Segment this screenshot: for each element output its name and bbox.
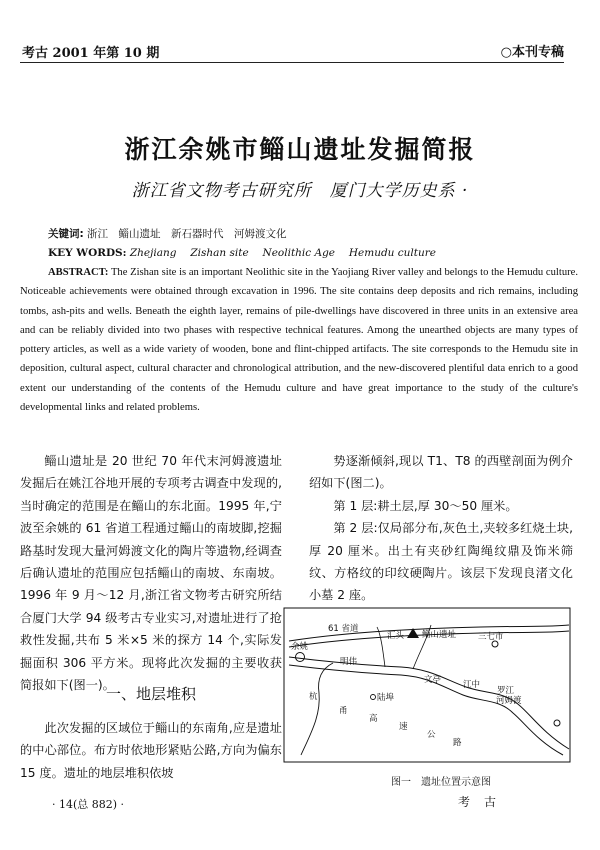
- label-wenting: 文亭: [424, 675, 442, 685]
- figure-caption: 图一 遗址位置示意图: [391, 777, 491, 788]
- keywords-cn-label: 关键词:: [48, 228, 84, 240]
- label-road-gong: 公: [427, 730, 436, 740]
- label-luojiang: 罗江: [497, 686, 515, 696]
- label-road-su: 速: [399, 722, 408, 732]
- article-title: 浙江余姚市鲻山遗址发掘简报: [124, 135, 476, 164]
- authors: 浙江省文物考古研究所 厦门大学历史系 ·: [131, 181, 469, 201]
- body-paragraph: 此次发掘的区域位于鲻山的东南角,应是遗址的中心部位。布方时依地形紧贴公路,方向为偏东 15 度。遗址的地层堆积依坡: [20, 721, 282, 780]
- label-road61: 61 省道: [328, 624, 359, 634]
- body-paragraph: 鲻山遗址是 20 世纪 70 年代末河姆渡遗址发掘后在姚江谷地开展的专项考古调查中发现的,当时确定的范围是在鲻山的东北面。1995 年,宁波至余姚的 61 省道工程通过鲻山的南坡脚,挖掘路基时发现大量河姆渡文化的陶片等遗物,经调查后确认遗址的范围应包括鲻山的南坡、东南坡。1996 年 9 月～12 月,浙江省文物考古研究所结合厦门大学 94 级考古专业实习,对遗址进行了抢救性发掘,共布 5 米×5 米的探方 14 个,实际发掘面积 306 平方米。现将此次发掘的主要收获简报如下(图一)。: [20, 454, 282, 693]
- label-yuyao: 余姚: [291, 642, 309, 652]
- journal-issue: 考古 2001 年第 10 期: [22, 46, 160, 61]
- keywords-cn-text: 浙江 鲻山遗址 新石器时代 河姆渡文化: [87, 228, 287, 240]
- body-paragraph: 势逐渐倾斜,现以 T1、T8 的西壁剖面为例介绍如下(图二)。: [309, 454, 573, 491]
- abstract-text: The Zishan site is an important Neolithic site in the Yaojiang River valley and belongs to the Hemudu culture. Noticeable achievements were obtained through excavation in 1996. The site contains deep deposits and rich remains, including tombs, ash-pits and wells. Beneath the eighth layer, remains of pile-dwellings have discovered in three units in an extensive area and can be reliably divided into two phases with respective technical features. Among the unearthed objects are many types of pottery articles, as well as a wide variety of wooden, bone and flint-chipped artifacts. The site corresponds to the Hemudu site in deposition, cultural aspect, cultural character and chronological attribution, and the new-discovered plentiful data enrich to a good extent our understanding of the contents of the Hemudu culture and have great importance to the study of the culture's developmental links and related problems.: [20, 267, 578, 414]
- label-lubu: 陆埠: [377, 693, 395, 703]
- keywords-en-label: KEY WORDS:: [48, 247, 127, 259]
- label-road-lu: 路: [453, 738, 462, 748]
- label-hemudu: 河姆渡: [496, 696, 522, 706]
- city-marker-yuyao: [296, 653, 305, 662]
- page-number: · 14(总 882) ·: [52, 798, 125, 811]
- label-jiangzhong: 江中: [463, 680, 481, 690]
- journal-name: 考古: [458, 795, 511, 809]
- keywords-cn: [48, 226, 287, 241]
- right-column: [309, 450, 573, 607]
- label-sanqishi: 三七市: [478, 632, 504, 642]
- stream: [377, 627, 385, 667]
- label-site: 鲻山遗址: [422, 630, 457, 640]
- label-road-gao: 高: [369, 714, 378, 724]
- label-road-hang: 杭: [309, 692, 318, 702]
- body-paragraph: 第 2 层:仅局部分布,灰色土,夹较多红烧土块,厚 20 厘米。出土有夹砂红陶绳纹鼎及饰米筛纹、方格纹的印纹硬陶片。该层下发现良渚文化小墓 2 座。: [309, 521, 573, 603]
- keywords-en-text: Zhejiang Zishan site Neolithic Age Hemudu culture: [129, 247, 436, 259]
- town-marker-hemudu: [554, 720, 560, 726]
- column-tag: ○本刊专稿: [500, 45, 564, 60]
- body-paragraph: 第 1 层:耕土层,厚 30～50 厘米。: [333, 498, 518, 513]
- section-heading: 一、地层堆积: [105, 685, 196, 703]
- label-huitou: 汇头: [387, 631, 405, 641]
- label-mingwei: 明伟: [340, 657, 358, 667]
- site-location-map: [281, 605, 573, 765]
- expressway: [301, 663, 333, 755]
- left-column: [20, 450, 282, 696]
- keywords-en: [48, 245, 436, 260]
- abstract: [20, 263, 578, 417]
- label-road-yong: 甬: [339, 706, 348, 716]
- abstract-label: ABSTRACT:: [48, 267, 109, 278]
- town-marker-lubu: [371, 695, 376, 700]
- header-rule: [20, 62, 564, 63]
- left-column-continued: [20, 717, 282, 784]
